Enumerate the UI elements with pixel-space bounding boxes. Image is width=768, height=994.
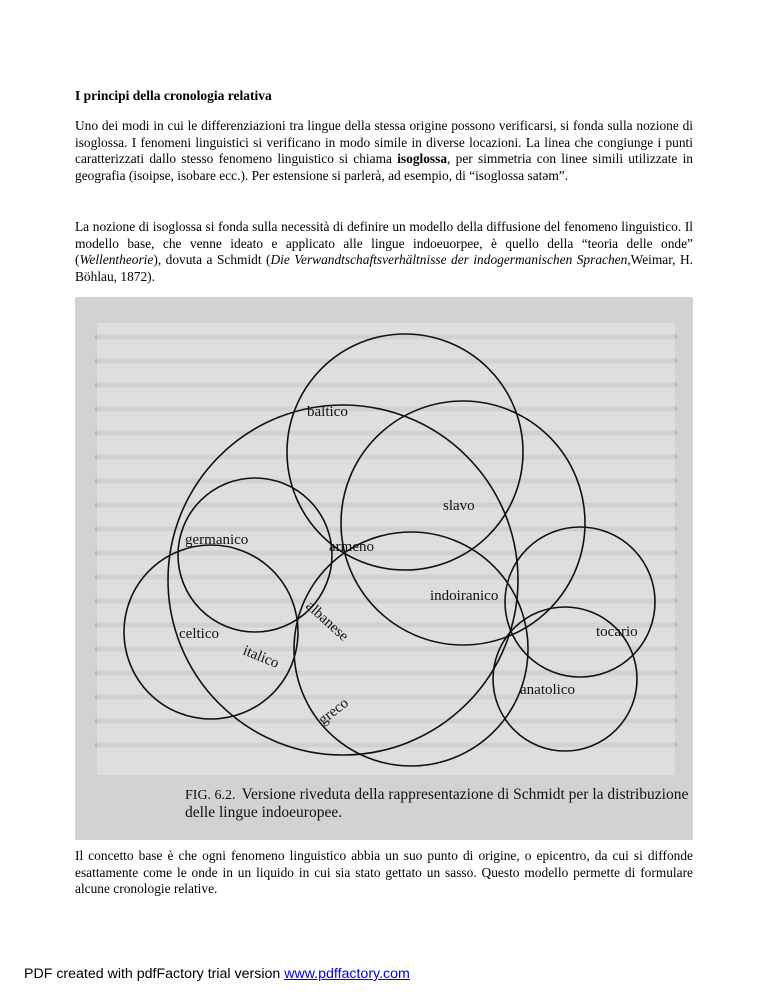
- para2-text-middle: ), dovuta a Schmidt (: [153, 252, 271, 268]
- label-celtico: celtico: [179, 626, 219, 642]
- label-albanese: albanese: [302, 598, 352, 645]
- label-indoiranico: indoiranico: [430, 588, 499, 604]
- section-heading: I principi della cronologia relativa: [75, 88, 272, 103]
- figure-number: FIG. 6.2.: [185, 788, 236, 803]
- pdf-footer: [24, 966, 410, 982]
- paragraph-wave-theory: [75, 219, 693, 285]
- isoglossa-term: isoglossa: [397, 151, 448, 167]
- paragraph-epicentro: Il concetto base è che ogni fenomeno linguistico abbia un suo punto di origine, o epicentro, da cui si diffonde esattamente come le onde in un liquido in cui sia stato gettato un sasso. Questo modello permette di formulare alcune cronologie relative.: [75, 848, 693, 897]
- wave-diagram: [75, 297, 693, 840]
- caption-text-1: Versione riveduta della rappresentazione di Schmidt per la distribuzione: [241, 786, 689, 803]
- para2-text-before: La nozione di isoglossa si fonda sulla necessità di definire un modello della diffusione del fenomeno linguistico. Il modello base, che venne ideato e applicato alle lingue indoeuorpee, è quello della “teoria delle onde” (: [75, 219, 693, 268]
- label-germanico: germanico: [185, 532, 249, 548]
- figure-caption-line2: delle lingue indoeuropee.: [185, 804, 343, 821]
- wellentheorie-term: Wellentheorie: [79, 252, 154, 268]
- label-slavo: slavo: [443, 498, 475, 514]
- label-italico: italico: [240, 642, 282, 672]
- para1-text-after: , per simmetria con linee simili utilizzate in geografia (isoipse, isobare ecc.). Per estensione si parlerà, ad esempio, di “isoglossa satəm”.: [75, 151, 694, 183]
- label-tocario: tocario: [596, 624, 638, 640]
- figure-caption-line1: [185, 786, 688, 803]
- label-greco: greco: [315, 695, 352, 729]
- para2-text-after: Weimar, H. Böhlau, 1872).: [75, 252, 693, 284]
- para1-text-before: Uno dei modi in cui le differenziazioni tra lingue della stessa origine possono verificarsi, si fonda sulla nozione di isoglossa. I fenomeni linguistici si verificano in modo simile in diverse locazioni. La linea che congiunge i punti caratterizzati dallo stesso fenomeno linguistico si chiama: [75, 118, 693, 167]
- schmidt-wave-figure: [75, 297, 693, 840]
- footer-text: PDF created with pdfFactory trial version: [24, 966, 285, 982]
- pdffactory-link[interactable]: www.pdffactory.com: [284, 966, 410, 982]
- label-armeno: armeno: [329, 539, 374, 555]
- label-baltico: baltico: [307, 404, 348, 420]
- label-anatolico: anatolico: [520, 682, 575, 698]
- paragraph-isoglossa: [75, 118, 693, 184]
- book-title: Die Verwandtschaftsverhältnisse der indogermanischen Sprachen,: [270, 252, 631, 268]
